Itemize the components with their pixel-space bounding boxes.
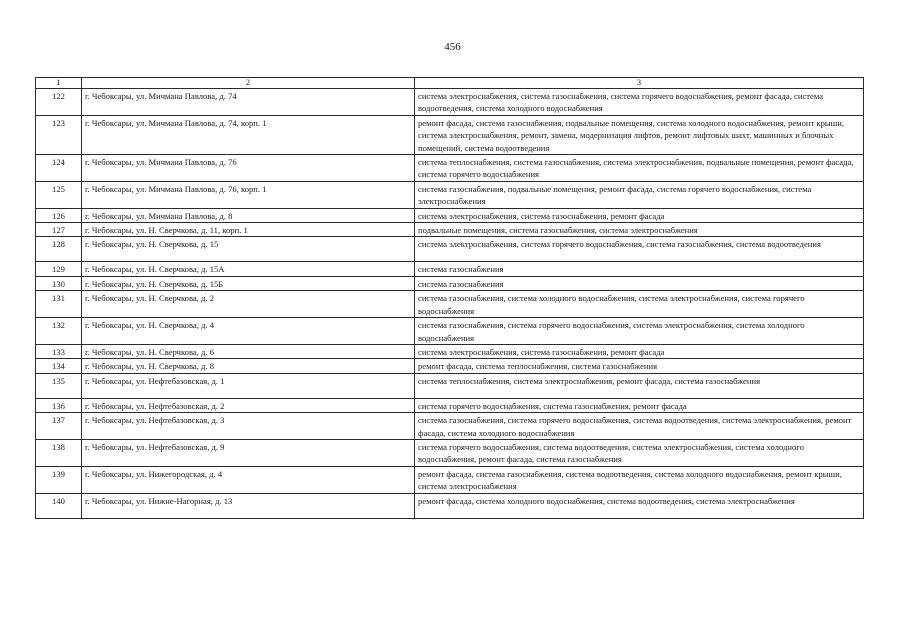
row-number: 125 (36, 181, 82, 208)
table-row (36, 359, 864, 373)
table-row (36, 493, 864, 518)
row-works: система горячего водоснабжения, система газоснабжения, ремонт фасада (415, 398, 864, 412)
row-address: г. Чебоксары, ул. Нефтебазовская, д. 1 (82, 373, 415, 398)
row-works: ремонт фасада, система теплоснабжения, система газоснабжения (415, 359, 864, 373)
row-address: г. Чебоксары, ул. Н. Сверчкова, д. 6 (82, 344, 415, 358)
row-works: система теплоснабжения, система электроснабжения, ремонт фасада, система газоснабжения (415, 373, 864, 398)
row-works: система электроснабжения, система газоснабжения, ремонт фасада (415, 344, 864, 358)
table-row (36, 318, 864, 345)
row-address: г. Чебоксары, ул. Н. Сверчкова, д. 15 (82, 237, 415, 262)
row-works: система электроснабжения, система газоснабжения, система горячего водоснабжения, ремонт фасада, система водоотведения, система холодного водоснабжения (415, 89, 864, 116)
column-header-address: 2 (82, 78, 415, 89)
row-works: система газоснабжения (415, 262, 864, 276)
table-row (36, 373, 864, 398)
row-number: 138 (36, 439, 82, 466)
row-number: 135 (36, 373, 82, 398)
row-address: г. Чебоксары, ул. Нефтебазовская, д. 2 (82, 398, 415, 412)
row-address: г. Чебоксары, ул. Н. Сверчкова, д. 11, корп. 1 (82, 223, 415, 237)
table-row (36, 344, 864, 358)
table-row (36, 223, 864, 237)
table-row (36, 237, 864, 262)
row-number: 139 (36, 466, 82, 493)
row-number: 140 (36, 493, 82, 518)
row-address: г. Чебоксары, ул. Мичмана Павлова, д. 8 (82, 208, 415, 222)
row-number: 127 (36, 223, 82, 237)
row-number: 136 (36, 398, 82, 412)
row-works: система электроснабжения, система газоснабжения, ремонт фасада (415, 208, 864, 222)
row-works: ремонт фасада, система холодного водоснабжения, система водоотведения, система электроснабжения (415, 493, 864, 518)
table-row (36, 413, 864, 440)
row-address: г. Чебоксары, ул. Н. Сверчкова, д. 15Б (82, 276, 415, 290)
table-row (36, 291, 864, 318)
row-address: г. Чебоксары, ул. Мичмана Павлова, д. 74, корп. 1 (82, 115, 415, 154)
row-works: система газоснабжения, система горячего водоснабжения, система электроснабжения, система холодного водоснабжения (415, 318, 864, 345)
row-number: 132 (36, 318, 82, 345)
row-works: система газоснабжения, подвальные помещения, ремонт фасада, система горячего водоснабжения, система электроснабжения (415, 181, 864, 208)
row-number: 129 (36, 262, 82, 276)
row-address: г. Чебоксары, ул. Н. Сверчкова, д. 15А (82, 262, 415, 276)
row-works: система теплоснабжения, система газоснабжения, система электроснабжения, подвальные помещения, ремонт фасада, система горячего водоснабжения (415, 155, 864, 182)
row-works: ремонт фасада, система газоснабжения, система водоотведения, система холодного водоснабжения, ремонт крыши, система электроснабжения (415, 466, 864, 493)
table-row (36, 208, 864, 222)
table-row (36, 276, 864, 290)
register-table (35, 77, 864, 519)
row-address: г. Чебоксары, ул. Мичмана Павлова, д. 74 (82, 89, 415, 116)
row-number: 131 (36, 291, 82, 318)
table-body (36, 78, 864, 519)
row-address: г. Чебоксары, ул. Нефтебазовская, д. 9 (82, 439, 415, 466)
row-number: 126 (36, 208, 82, 222)
row-number: 134 (36, 359, 82, 373)
row-works: система электроснабжения, система горячего водоснабжения, система газоснабжения, система водоотведения (415, 237, 864, 262)
row-address: г. Чебоксары, ул. Мичмана Павлова, д. 76 (82, 155, 415, 182)
row-number: 130 (36, 276, 82, 290)
row-address: г. Чебоксары, ул. Нижне-Нагорная, д. 13 (82, 493, 415, 518)
table-row (36, 398, 864, 412)
row-address: г. Чебоксары, ул. Мичмана Павлова, д. 76, корп. 1 (82, 181, 415, 208)
table-row (36, 466, 864, 493)
page-number: 456 (444, 41, 461, 53)
row-works: подвальные помещения, система газоснабжения, система электроснабжения (415, 223, 864, 237)
row-address: г. Чебоксары, ул. Нефтебазовская, д. 3 (82, 413, 415, 440)
column-header-number: 1 (36, 78, 82, 89)
row-number: 128 (36, 237, 82, 262)
row-address: г. Чебоксары, ул. Н. Сверчкова, д. 8 (82, 359, 415, 373)
row-number: 124 (36, 155, 82, 182)
table-row (36, 89, 864, 116)
row-works: система газоснабжения (415, 276, 864, 290)
table-header-row (36, 78, 864, 89)
row-number: 137 (36, 413, 82, 440)
row-works: система газоснабжения, система горячего водоснабжения, система водоотведения, система электроснабжения, ремонт фасада, система холодного водоснабжения (415, 413, 864, 440)
table-row (36, 115, 864, 154)
table-row (36, 155, 864, 182)
row-works: система газоснабжения, система холодного водоснабжения, система электроснабжения, система горячего водоснабжения (415, 291, 864, 318)
row-number: 133 (36, 344, 82, 358)
row-works: система горячего водоснабжения, система водоотведения, система электроснабжения, система холодного водоснабжения, ремонт фасада, система газоснабжения (415, 439, 864, 466)
row-address: г. Чебоксары, ул. Нижегородская, д. 4 (82, 466, 415, 493)
row-address: г. Чебоксары, ул. Н. Сверчкова, д. 2 (82, 291, 415, 318)
row-number: 123 (36, 115, 82, 154)
row-works: ремонт фасада, система газоснабжения, подвальные помещения, система холодного водоснабжения, ремонт крыши, система электроснабжения, ремонт, замена, модернизация лифтов, ремонт лифтовых шахт, машинных и блочных помещений, система водоотведения (415, 115, 864, 154)
table-row (36, 181, 864, 208)
row-number: 122 (36, 89, 82, 116)
table-row (36, 262, 864, 276)
row-address: г. Чебоксары, ул. Н. Сверчкова, д. 4 (82, 318, 415, 345)
table-row (36, 439, 864, 466)
column-header-works: 3 (415, 78, 864, 89)
